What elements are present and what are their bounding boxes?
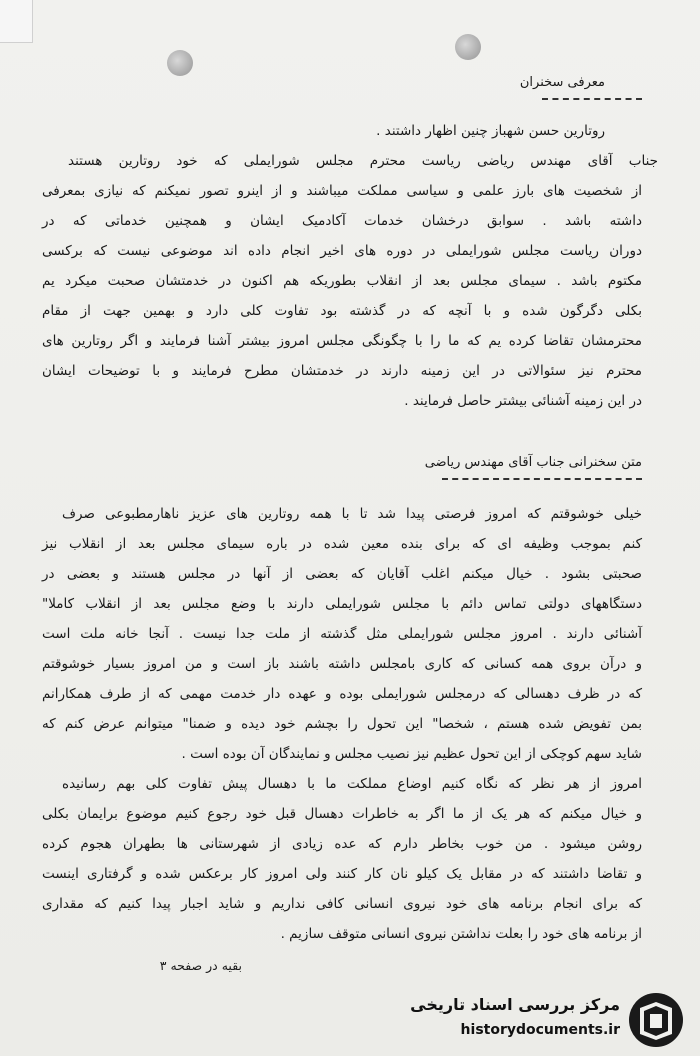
- torn-corner: [0, 0, 33, 43]
- text-line: کنم بموجب وظیفه ای که برای بنده معین شده در باره سیمای مجلس بعد از انقلاب نیز: [42, 536, 642, 552]
- text-line: امروز از هر نظر که نگاه کنیم اوضاع مملکت ما با دهسال پیش تفاوت کلی بهم رسانیده: [62, 776, 642, 792]
- text-line: که برای انجام برنامه های خود نیروی انسانی کافی نداریم و شاید اجبار پیدا کنیم که مقداری: [42, 896, 642, 912]
- text-line: بمن تفویض شده هستم ، شخصا" این تحول را بچشم خود دیده و ضمنا" میتوانم عرض کنم که: [42, 716, 642, 732]
- text-line: محترم نیز سئوالاتی در این زمینه دارند در خدمتشان مطرح فرمایند و با توضیحات ایشان: [42, 363, 642, 379]
- text-line: شاید سهم کوچکی از این تحول عظیم نیز نصیب مجلس و نمایندگان آن بوده است .: [181, 746, 642, 762]
- section-heading-speech: متن سخنرانی جناب آقای مهندس ریاضی: [424, 455, 642, 470]
- text-line: و درآن بروی همه کسانی که کاری بامجلس داشته باشند باز است و من امروز بسیار خوشوقتم: [42, 656, 642, 672]
- text-line: از برنامه های خود را بعلت نداشتن نیروی انسانی متوقف سازیم .: [280, 926, 642, 942]
- heading-underline: [542, 98, 642, 100]
- text-line: روتارین حسن شهباز چنین اظهار داشتند .: [376, 123, 605, 139]
- heading-underline: [442, 478, 642, 480]
- section-heading-intro: معرفی سخنران: [519, 75, 605, 90]
- brand-url: historydocuments.ir: [460, 1022, 620, 1038]
- punch-hole: [455, 34, 481, 60]
- text-line: آشنائی دارند . امروز مجلس شورایملی مثل گذشته از ملت جدا نیست . آنجا خانه ملت است: [42, 626, 642, 642]
- continuation-note: بقیه در صفحه ۳: [159, 958, 242, 973]
- text-line: روشن میشود . من خوب بخاطر دارم که عده زیادی از شهرستانی ها بطهران هجوم کرده: [42, 836, 642, 852]
- text-line: در این زمینه آشنائی بیشتر حاصل فرمایند .: [404, 393, 642, 409]
- text-line: که در ظرف دهسالی که درمجلس شورایملی بوده و عهده دار خدمت مهمی که از طرف همکارانم: [42, 686, 642, 702]
- text-line: صحبتی بشود . خیال میکنم اغلب آقایان که بعضی از آنها در مجلس هستند و بعضی در: [42, 566, 642, 582]
- text-line: دوران ریاست مجلس شورایملی در دوره های اخیر انجام داده اند موضوعی نیست که برکسی: [42, 243, 642, 259]
- text-line: و خیال میکنم که هر یک از ما اگر به خاطرات دهسال قبل خود رجوع کنیم موضوع برایمان بکلی: [42, 806, 642, 822]
- text-line: محترمشان تقاضا کرده یم که ما را با چگونگی مجلس امروز بیشتر آشنا فرمایند و اگر روتارین های: [42, 333, 642, 349]
- brand-name: مرکز بررسی اسناد تاریخی: [410, 995, 620, 1014]
- text-line: داشته باشد . سوابق درخشان خدمات آکادمیک ایشان و همچنین خدماتی که در: [42, 213, 642, 229]
- text-line: و تقاضا داشتند که در مقابل یک کیلو نان کار کنند ولی امروز کار برعکس شده و گرفتاری اینست: [42, 866, 642, 882]
- text-line: جناب آقای مهندس ریاضی ریاست محترم مجلس شورایملی که خود روتارین هستند: [68, 153, 658, 169]
- punch-hole: [167, 50, 193, 76]
- text-line: دستگاههای دولتی تماس دائم با مجلس شورایملی دارند با وضع مجلس بعد از انقلاب کاملا": [42, 596, 642, 612]
- archive-logo-icon: [626, 990, 686, 1050]
- text-line: از شخصیت های بارز علمی و سیاسی مملکت میباشند و از اینرو تصور نمیکنم که نیازی بمعرفی: [42, 183, 642, 199]
- text-line: بکلی دگرگون شده و با آنچه که در گذشته بود تفاوت کلی دارد و بهمین جهت از مقام: [42, 303, 642, 319]
- text-line: مکتوم باشد . سیمای مجلس بعد از انقلاب بطوریکه هم اکنون در خدمتشان صحبت میکرد یم: [42, 273, 642, 289]
- text-line: خیلی خوشوقتم که امروز فرصتی پیدا شد تا با همه روتارین های عزیز ناهارمطبوعی صرف: [62, 506, 642, 522]
